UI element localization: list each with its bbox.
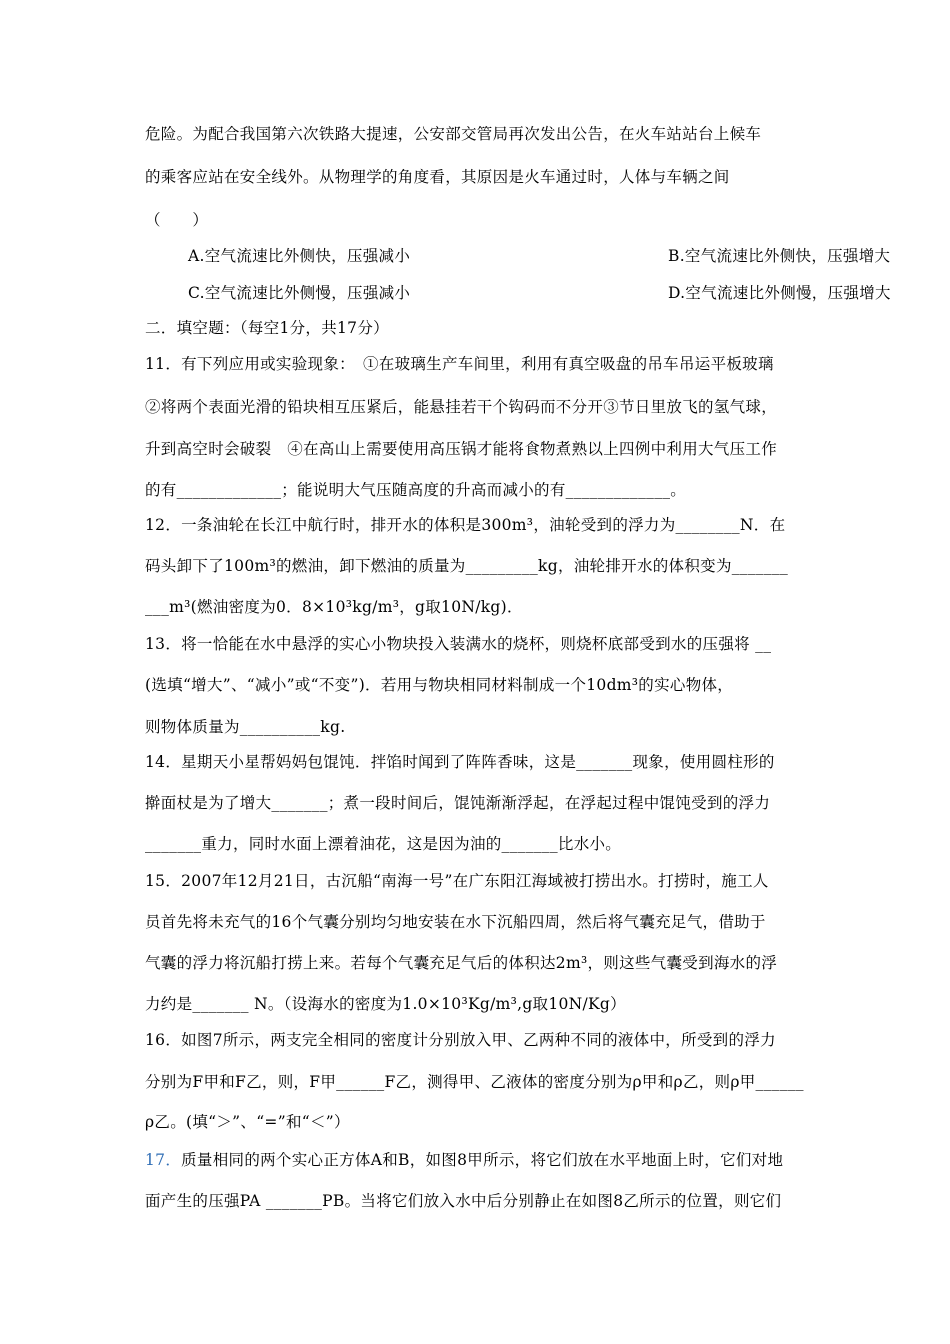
option-d: D.空气流速比外侧慢，压强增大 (668, 284, 891, 302)
question-11-line: ②将两个表面光滑的铅块相互压紧后，能悬挂若干个钩码而不分开③节日里放飞的氢气球， (145, 398, 778, 416)
question-12-line: ___m³(燃油密度为0．8×10³kg/m³，g取10N/kg)． (145, 598, 523, 616)
question-15-line: 15．2007年12月21日，古沉船“南海一号”在广东阳江海域被打捞出水。打捞时，施工人 (145, 872, 769, 890)
question-11-line: 11．有下列应用或实验现象： ①在玻璃生产车间里，利用有真空吸盘的吊车吊运平板玻璃 (145, 355, 774, 373)
question-15-line: 力约是_______ N。（设海水的密度为1.0×10³Kg/m³,g取10N/Kg） (145, 995, 626, 1013)
question-16-line: 分别为F甲和F乙，则，F甲______F乙，测得甲、乙液体的密度分别为ρ甲和ρ乙，则ρ甲______ (145, 1073, 804, 1091)
question-14-line: 擀面杖是为了增大_______；煮一段时间后，馄饨渐渐浮起，在浮起过程中馄饨受到的浮力 (145, 794, 771, 812)
question-13-line: (选填“增大”、“减小”或“不变”)．若用与物块相同材料制成一个10dm³的实心物体， (145, 676, 734, 694)
question-17-text: 质量相同的两个实心正方体A和B，如图8甲所示，将它们放在水平地面上时，它们对地 (181, 1151, 784, 1169)
question-15-line: 气囊的浮力将沉船打捞上来。若每个气囊充足气后的体积达2m³，则这些气囊受到海水的浮 (145, 954, 778, 972)
question-14-line: 14．星期天小星帮妈妈包馄饨．拌馅时闻到了阵阵香味，这是_______现象，使用圆柱形的 (145, 753, 775, 771)
question-16-line: 16．如图7所示，两支完全相同的密度计分别放入甲、乙两种不同的液体中，所受到的浮力 (145, 1031, 776, 1049)
option-c: C.空气流速比外侧慢，压强减小 (188, 284, 411, 302)
question-13-line: 13．将一恰能在水中悬浮的实心小物块投入装满水的烧杯，则烧杯底部受到水的压强将 __ (145, 635, 772, 653)
answer-bracket: （ ） (145, 211, 209, 229)
option-row (188, 246, 891, 266)
section-heading: 二．填空题：（每空1分，共17分） (145, 319, 389, 337)
question-11-line: 的有_____________；能说明大气压随高度的升高而减小的有_____________。 (145, 481, 687, 499)
option-row (188, 283, 891, 303)
question-17-number: 17． (145, 1151, 182, 1169)
question-12-line: 码头卸下了100m³的燃油，卸下燃油的质量为_________kg，油轮排开水的体积变为_______ (145, 557, 789, 575)
option-b: B.空气流速比外侧快，压强增大 (668, 247, 891, 265)
text-line: 危险。为配合我国第六次铁路大提速，公安部交管局再次发出公告，在火车站站台上候车 (145, 125, 762, 143)
question-12-line: 12．一条油轮在长江中航行时，排开水的体积是300m³，油轮受到的浮力为________N．在 (145, 516, 786, 534)
question-14-line: _______重力，同时水面上漂着油花，这是因为油的_______比水小。 (145, 835, 622, 853)
question-15-line: 员首先将未充气的16个气囊分别均匀地安装在水下沉船四周，然后将气囊充足气，借助于 (145, 913, 766, 931)
text-line: 的乘客应站在安全线外。从物理学的角度看，其原因是火车通过时，人体与车辆之间 (145, 168, 730, 186)
question-17-line (145, 1150, 815, 1170)
question-13-line: 则物体质量为__________kg. (145, 718, 346, 736)
question-17-line: 面产生的压强PA _______PB。当将它们放入水中后分别静止在如图8乙所示的位置，则它们 (145, 1192, 782, 1210)
question-11-line: 升到高空时会破裂 ④在高山上需要使用高压锅才能将食物煮熟以上四例中利用大气压工作 (145, 440, 778, 458)
option-a: A.空气流速比外侧快，压强减小 (188, 247, 411, 265)
question-16-line: ρ乙。(填“＞”、“=”和“＜”） (145, 1113, 350, 1131)
